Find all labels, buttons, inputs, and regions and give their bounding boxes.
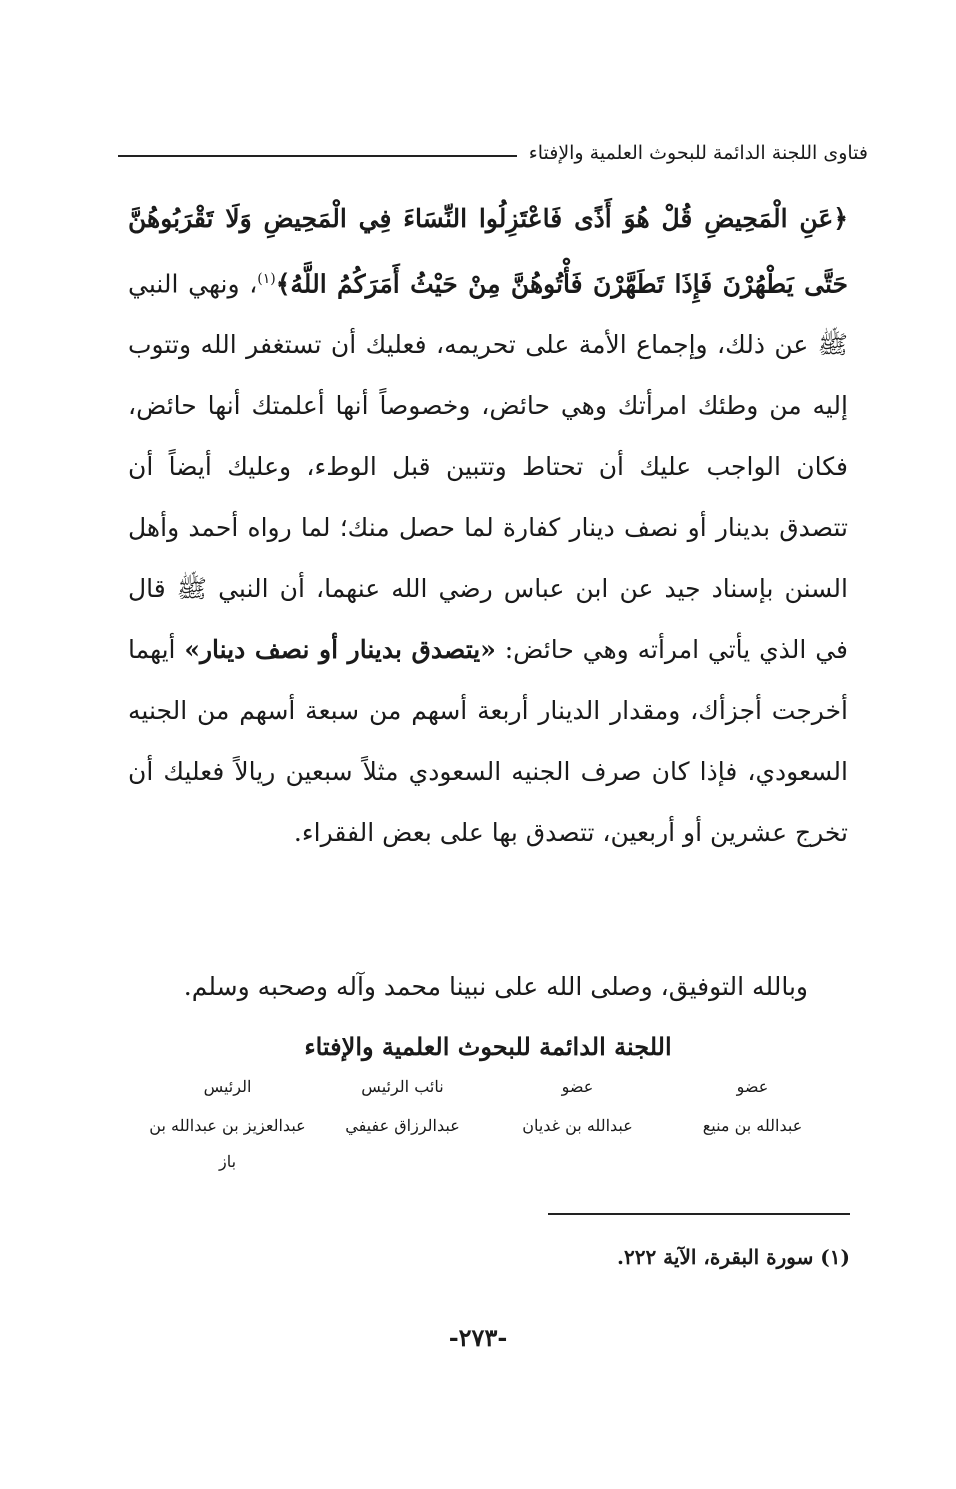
- footnote: (١) سورة البقرة، الآية ٢٢٢.: [617, 1245, 850, 1269]
- hadith-quote: «يتصدق بدينار أو نصف دينار»: [184, 635, 496, 665]
- running-header: [118, 133, 868, 173]
- signatory-role: عضو: [736, 1077, 769, 1096]
- fatwa-paragraph: [128, 188, 848, 863]
- signatories-block: [140, 1072, 840, 1180]
- body-text-part-1: ، ونهي النبي ﷺ عن ذلك، وإجماع الأمة على تحريمه، فعليك أن تستغفر الله وتتوب إليه من وطئك امرأتك وهي حائض، وخصوصاً أنها أعلمتك أنها حائض، فكان الواجب عليك أن تحتاط وتتبين قبل الوطء، وعليك أيضاً أن تتصدق بدينار أو نصف دينار كفارة لما حصل منك؛ لما رواه أحمد وأهل السنن بإسناد جيد عن ابن عباس رضي الله عنهما، أن النبي ﷺ قال في الذي يأتي امرأته وهي حائض:: [128, 269, 849, 665]
- signatory-name: عبدالعزيز بن عبدالله بن باز: [149, 1116, 306, 1171]
- footnote-reference: (١): [257, 271, 276, 287]
- header-rule: [118, 155, 517, 157]
- running-header-title: فتاوى اللجنة الدائمة للبحوث العلمية والإفتاء: [528, 142, 868, 164]
- signatory-name: عبدالرزاق عفيفي: [345, 1116, 460, 1135]
- signatory-role: نائب الرئيس: [361, 1077, 444, 1096]
- signatory-name: عبدالله بن منيع: [702, 1116, 803, 1135]
- signatory-name: عبدالله بن غديان: [522, 1116, 633, 1135]
- signatory-role: الرئيس: [203, 1077, 252, 1096]
- body-text-part-2: أيهما أخرجت أجزأك، ومقدار الدينار أربعة أسهم من سبعة أسهم من الجنيه السعودي، فإذا كان صرف الجنيه السعودي مثلاً سبعين ريالاً فعليك أن تخرج عشرين أو أربعين، تتصدق بها على بعض الفقراء.: [128, 635, 848, 848]
- quran-open-bracket: ﴿: [833, 204, 848, 233]
- fatwa-body: [128, 188, 848, 863]
- closing-line: وبالله التوفيق، وصلى الله على نبينا محمد وآله وصحبه وسلم.: [183, 972, 808, 1001]
- committee-name: اللجنة الدائمة للبحوث العلمية والإفتاء: [304, 1032, 672, 1061]
- quran-close-bracket: ﴾: [275, 269, 291, 299]
- page-number: -٢٧٣-: [448, 1323, 508, 1352]
- quran-verse-text: عَنِ الْمَحِيضِ قُلْ هُوَ أَذًى فَاعْتَزِلُوا النِّسَاءَ فِي الْمَحِيضِ وَلَا تَقْرَبُوهُنَّ حَتَّى يَطْهُرْنَ فَإِذَا تَطَهَّرْنَ فَأْتُوهُنَّ مِنْ حَيْثُ أَمَرَكُمُ اللَّهُ: [128, 204, 848, 299]
- footnote-rule: [548, 1213, 850, 1215]
- signatory-role: عضو: [561, 1077, 594, 1096]
